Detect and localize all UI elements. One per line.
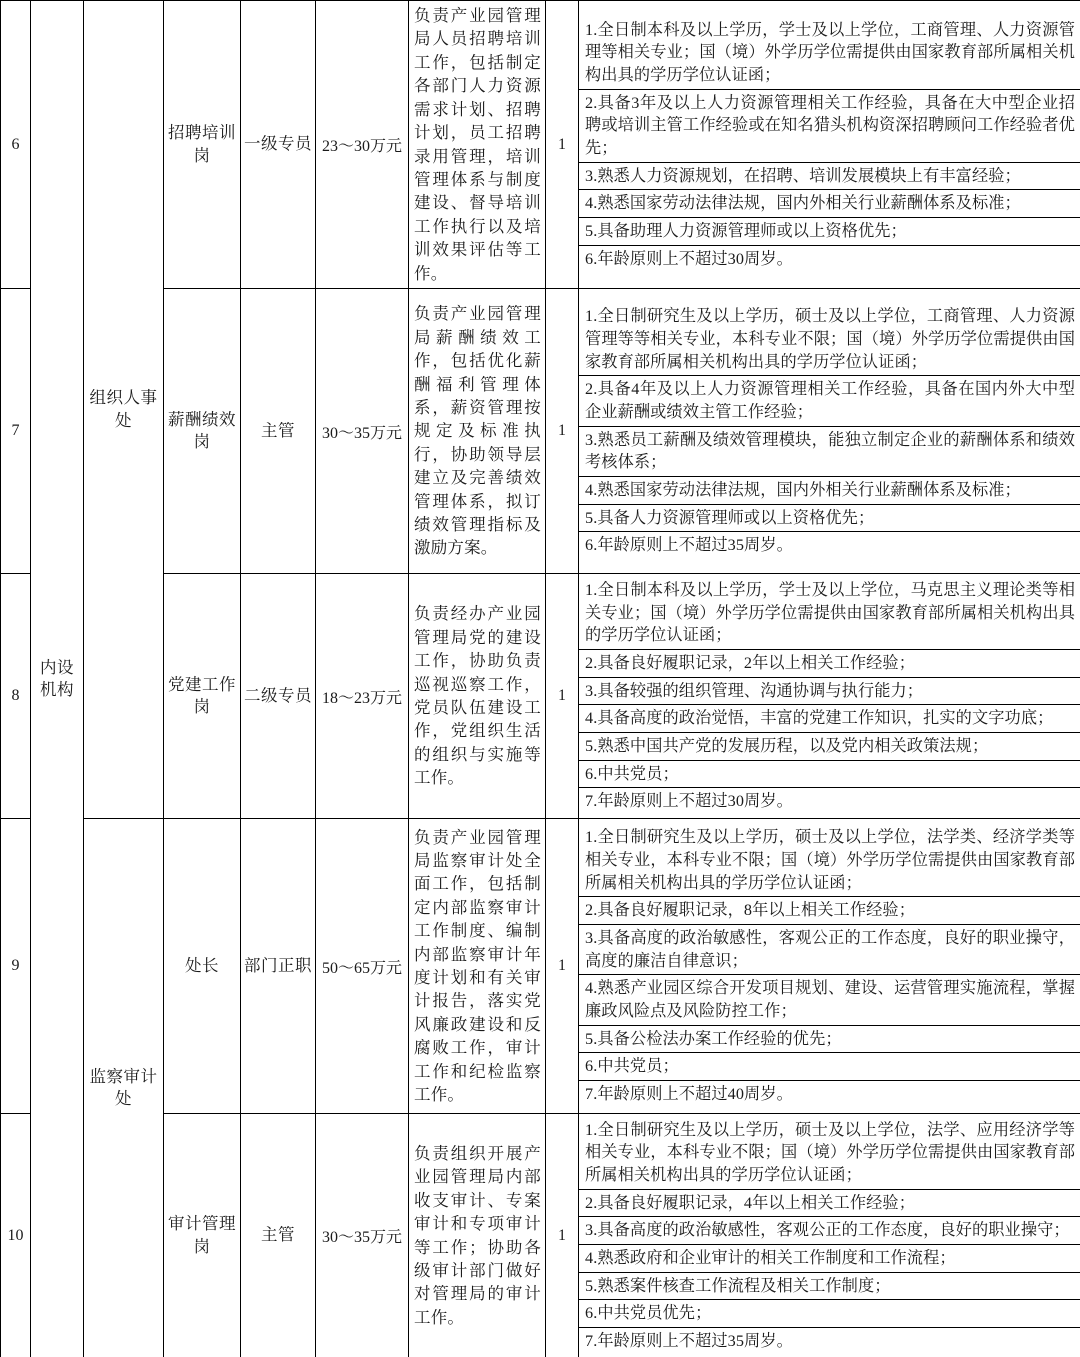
row-number: 10 xyxy=(7,1226,24,1244)
category-label: 内设机构 xyxy=(40,657,74,700)
cell-count xyxy=(546,289,579,574)
headcount: 1 xyxy=(558,1226,566,1244)
requirement-item: 5.熟悉中国共产党的发展历程，以及党内相关政策法规； xyxy=(579,733,1080,761)
requirement-item: 4.具备高度的政治觉悟，丰富的党建工作知识，扎实的文字功底； xyxy=(579,705,1080,733)
cell-requirements xyxy=(579,1,1080,289)
salary-range: 30～35万元 xyxy=(321,424,402,442)
requirement-item: 6.中共党员； xyxy=(579,760,1080,788)
cell-salary xyxy=(316,574,409,819)
requirement-item: 5.具备人力资源管理师或以上资格优先； xyxy=(579,504,1080,532)
cell-duties xyxy=(409,1114,546,1357)
requirements-list xyxy=(579,577,1080,815)
cell-category xyxy=(31,1,84,1357)
headcount: 1 xyxy=(558,422,566,440)
post-name: 招聘培训岗 xyxy=(168,123,236,165)
cell-no xyxy=(1,574,31,819)
duties-text: 负责产业园管理局薪酬绩效工作，包括优化薪酬福利管理体系，薪资管理按规定及标准执行，协助领导层建立及完善绩效管理体系，拟订绩效管理指标及激励方案。 xyxy=(414,304,541,558)
requirement-item: 2.具备良好履职记录，4年以上相关工作经验； xyxy=(579,1189,1080,1217)
post-rank: 主管 xyxy=(261,420,295,440)
requirement-item: 5.具备公检法办案工作经验的优先； xyxy=(579,1025,1080,1053)
requirement-item: 1.全日制本科及以上学历，学士及以上学位，工商管理、人力资源管理等相关专业；国（境）外学历学位需提供由国家教育部所属相关机构出具的学历学位认证函； xyxy=(579,17,1080,90)
requirement-item: 3.具备高度的政治敏感性，客观公正的工作态度，良好的职业操守，高度的廉洁自律意识； xyxy=(579,925,1080,975)
cell-no xyxy=(1,1,31,289)
cell-post xyxy=(164,1114,241,1357)
post-rank: 二级专员 xyxy=(244,685,312,705)
cell-post xyxy=(164,819,241,1114)
cell-no xyxy=(1,1114,31,1357)
table-row xyxy=(1,1,1080,289)
requirement-item: 4.熟悉政府和企业审计的相关工作制度和工作流程； xyxy=(579,1244,1080,1272)
cell-department-org xyxy=(84,1,164,819)
requirement-item: 1.全日制本科及以上学历，学士及以上学位，马克思主义理论类等相关专业；国（境）外学历学位需提供由国家教育部所属相关机构出具的学历学位认证函； xyxy=(579,577,1080,650)
requirement-item: 1.全日制研究生及以上学历，硕士及以上学位，法学类、经济学类等相关专业，本科专业不限；国（境）外学历学位需提供由国家教育部所属相关机构出具的学历学位认证函； xyxy=(579,824,1080,897)
cell-department-audit xyxy=(84,819,164,1357)
requirement-item: 1.全日制研究生及以上学历，硕士及以上学位，工商管理、人力资源管理等等相关专业，本科专业不限；国（境）外学历学位需提供由国家教育部所属相关机构出具的学历学位认证函； xyxy=(579,303,1080,376)
requirement-item: 7.年龄原则上不超过35周岁。 xyxy=(579,1327,1080,1354)
headcount: 1 xyxy=(558,687,566,705)
row-number: 7 xyxy=(11,422,20,440)
row-number: 9 xyxy=(11,957,20,975)
cell-count xyxy=(546,1114,579,1357)
salary-range: 30～35万元 xyxy=(321,1229,402,1247)
cell-post xyxy=(164,574,241,819)
requirement-item: 6.中共党员优先； xyxy=(579,1300,1080,1328)
cell-requirements xyxy=(579,289,1080,574)
headcount: 1 xyxy=(558,957,566,975)
duties-text: 负责组织开展产业园管理局内部收支审计、专案审计和专项审计等工作；协助各级审计部门做好对管理局的审计工作。 xyxy=(414,1143,541,1327)
requirement-item: 2.具备3年及以上人力资源管理相关工作经验，具备在大中型企业招聘或培训主管工作经验或在知名猎头机构资深招聘顾问工作经验者优先； xyxy=(579,89,1080,162)
requirement-item: 7.年龄原则上不超过30周岁。 xyxy=(579,788,1080,815)
salary-range: 50～65万元 xyxy=(321,959,402,977)
requirement-item: 1.全日制研究生及以上学历，硕士及以上学位，法学、应用经济学等相关专业，本科专业不限；国（境）外学历学位需提供由国家教育部所属相关机构出具的学历学位认证函； xyxy=(579,1117,1080,1190)
post-name: 处长 xyxy=(185,955,219,975)
requirement-item: 2.具备良好履职记录，2年以上相关工作经验； xyxy=(579,650,1080,678)
cell-requirements xyxy=(579,574,1080,819)
duties-text: 负责经办产业园管理局党的建设工作，协助负责巡视巡察工作，党员队伍建设工作，党组织生活的组织与实施等工作。 xyxy=(414,604,541,788)
requirements-list xyxy=(579,17,1080,273)
post-rank: 一级专员 xyxy=(244,134,312,154)
requirements-list xyxy=(579,303,1080,559)
cell-salary xyxy=(316,819,409,1114)
row-number: 6 xyxy=(11,135,20,153)
salary-range: 18～23万元 xyxy=(321,689,402,707)
cell-rank xyxy=(241,1114,316,1357)
department-label: 监察审计处 xyxy=(89,1066,158,1109)
cell-rank xyxy=(241,1,316,289)
duties-text: 负责产业园管理局人员招聘培训工作，包括制定各部门人力资源需求计划、招聘计划，员工招聘录用管理，培训管理体系与制度建设、督导培训工作执行以及培训效果评估等工作。 xyxy=(414,6,541,283)
row-number: 8 xyxy=(11,687,20,705)
cell-post xyxy=(164,1,241,289)
post-name: 审计管理岗 xyxy=(168,1214,236,1256)
requirement-item: 5.具备助理人力资源管理师或以上资格优先； xyxy=(579,218,1080,246)
cell-count xyxy=(546,574,579,819)
post-name: 党建工作岗 xyxy=(168,674,236,717)
post-name: 薪酬绩效岗 xyxy=(168,409,236,452)
cell-requirements xyxy=(579,819,1080,1114)
table-row xyxy=(1,819,1080,1114)
requirement-item: 2.具备良好履职记录，8年以上相关工作经验； xyxy=(579,897,1080,925)
cell-duties xyxy=(409,289,546,574)
cell-salary xyxy=(316,1114,409,1357)
requirement-item: 3.熟悉人力资源规划，在招聘、培训发展模块上有丰富经验； xyxy=(579,162,1080,190)
duties-text: 负责产业园管理局监察审计处全面工作，包括制定内部监察审计工作制度、编制内部监察审计年度计划和有关审计报告，落实党风廉政建设和反腐败工作，审计工作和纪检监察工作。 xyxy=(414,827,541,1105)
requirements-list xyxy=(579,1117,1080,1355)
cell-rank xyxy=(241,574,316,819)
requirement-item: 4.熟悉产业园区综合开发项目规划、建设、运营管理实施流程，掌握廉政风险点及风险防控工作； xyxy=(579,975,1080,1025)
requirement-item: 3.具备高度的政治敏感性，客观公正的工作态度，良好的职业操守； xyxy=(579,1217,1080,1245)
requirements-list xyxy=(579,824,1080,1107)
cell-duties xyxy=(409,574,546,819)
requirement-item: 6.年龄原则上不超过35周岁。 xyxy=(579,532,1080,559)
cell-no xyxy=(1,819,31,1114)
cell-salary xyxy=(316,1,409,289)
cell-post xyxy=(164,289,241,574)
requirement-item: 3.具备较强的组织管理、沟通协调与执行能力； xyxy=(579,677,1080,705)
cell-salary xyxy=(316,289,409,574)
cell-duties xyxy=(409,819,546,1114)
cell-count xyxy=(546,1,579,289)
headcount: 1 xyxy=(558,135,566,153)
requirement-item: 5.熟悉案件核查工作流程及相关工作制度； xyxy=(579,1272,1080,1300)
requirement-item: 3.熟悉员工薪酬及绩效管理模块，能独立制定企业的薪酬体系和绩效考核体系； xyxy=(579,426,1080,476)
department-label: 组织人事处 xyxy=(89,388,158,430)
requirement-item: 4.熟悉国家劳动法律法规，国内外相关行业薪酬体系及标准； xyxy=(579,190,1080,218)
requirement-item: 7.年龄原则上不超过40周岁。 xyxy=(579,1081,1080,1108)
salary-range: 23～30万元 xyxy=(321,138,402,156)
cell-duties xyxy=(409,1,546,289)
requirement-item: 6.中共党员； xyxy=(579,1053,1080,1081)
requirement-item: 2.具备4年及以上人力资源管理相关工作经验，具备在国内外大中型企业薪酬或绩效主管工作经验； xyxy=(579,376,1080,426)
cell-requirements xyxy=(579,1114,1080,1357)
requirement-item: 6.年龄原则上不超过30周岁。 xyxy=(579,245,1080,272)
post-rank: 部门正职 xyxy=(244,955,312,975)
cell-rank xyxy=(241,819,316,1114)
cell-no xyxy=(1,289,31,574)
requirement-item: 4.熟悉国家劳动法律法规，国内外相关行业薪酬体系及标准； xyxy=(579,476,1080,504)
cell-rank xyxy=(241,289,316,574)
post-rank: 主管 xyxy=(261,1225,295,1245)
cell-count xyxy=(546,819,579,1114)
